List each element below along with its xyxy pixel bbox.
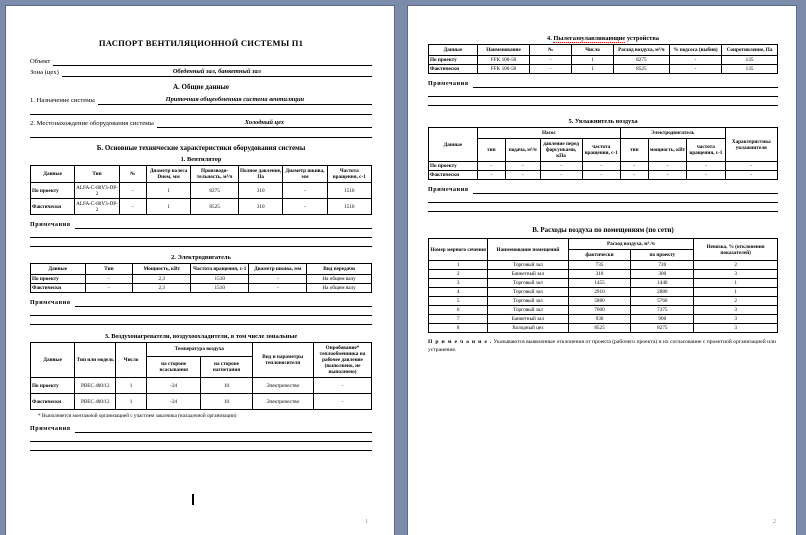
humidifier-heading: 5. Увлажнитель воздуха xyxy=(568,118,638,125)
motor-notes-rule-2[interactable] xyxy=(30,307,372,316)
dust-th-2: № xyxy=(530,45,572,56)
fan-row0-c3[interactable]: 8275 xyxy=(191,183,239,199)
fan-row1-c3[interactable]: 8525 xyxy=(191,199,239,215)
notes-rule[interactable] xyxy=(473,185,778,194)
dust-row0-c1[interactable]: - xyxy=(530,56,572,65)
hum-th-pump-3: частота вращения, с-1 xyxy=(582,139,620,162)
hum-th-char: Характеристика увлажнителя xyxy=(725,128,777,162)
hum-row1-c7[interactable]: - xyxy=(725,171,777,180)
motor-row0-c4[interactable]: На общем валу xyxy=(307,275,372,284)
dust-heading xyxy=(428,35,778,42)
notes-rule[interactable] xyxy=(75,298,372,307)
heaters-row0-tout[interactable]: 10 xyxy=(201,378,252,394)
table-row[interactable] xyxy=(429,297,778,306)
humidifier-notes-rule-3[interactable] xyxy=(428,203,778,212)
table-row[interactable] xyxy=(429,261,778,270)
purpose-label: 1. Назначение системы xyxy=(30,97,95,104)
airflow-th-room: Наименование помещений xyxy=(488,239,568,261)
airflow-r3-room[interactable]: Торговый зал xyxy=(488,288,568,297)
heaters-th-type: Тип или модель xyxy=(75,343,116,378)
airflow-r1-actual[interactable]: 310 xyxy=(568,270,631,279)
dust-row0-c4[interactable]: - xyxy=(669,56,721,65)
dust-row1-c5[interactable]: 135 xyxy=(722,65,778,74)
purpose-field-row xyxy=(30,95,372,105)
heaters-table xyxy=(30,342,372,410)
fan-th-0: Данные xyxy=(31,166,75,183)
purpose-value[interactable]: Приточная общеобменная система вентиляции xyxy=(98,95,372,105)
hum-th-motor-group: Электродвигатель xyxy=(620,128,725,139)
location-field-row xyxy=(30,118,372,128)
fan-heading: 1. Вентилятор xyxy=(180,156,222,163)
fan-row0-c2[interactable]: 1 xyxy=(146,183,190,199)
dust-row0-label: По проекту xyxy=(429,56,478,65)
dust-th-3: Число xyxy=(572,45,614,56)
motor-row0-c1[interactable]: 2,3 xyxy=(133,275,191,284)
heaters-row1-count[interactable]: 1 xyxy=(116,394,147,410)
table-row[interactable] xyxy=(429,56,778,65)
fan-th-7: Частота вращения, с-1 xyxy=(327,166,371,183)
hum-row1-c4[interactable]: - xyxy=(620,171,648,180)
airflow-r1-dev[interactable]: 3 xyxy=(694,270,778,279)
dust-table xyxy=(428,44,778,74)
airflow-th-deviation: Невязка, % (отклонения показателей) xyxy=(694,239,778,261)
airflow-note-label: П р и м е ч а н и е . xyxy=(428,339,493,345)
airflow-r3-no[interactable]: 4 xyxy=(429,288,488,297)
table-row[interactable] xyxy=(429,306,778,315)
airflow-th-design: по проекту xyxy=(631,250,694,261)
dust-heading-prefix: 4. xyxy=(547,35,554,42)
table-row[interactable] xyxy=(429,270,778,279)
dust-notes-rule-3[interactable] xyxy=(428,97,778,106)
motor-th-0: Данные xyxy=(31,264,86,275)
table-row[interactable] xyxy=(31,284,372,293)
hum-row0-c6[interactable]: - xyxy=(687,162,725,171)
dust-th-0: Данные xyxy=(429,45,478,56)
fan-row0-c5[interactable]: - xyxy=(283,183,327,199)
dust-row0-c2[interactable]: 1 xyxy=(572,56,614,65)
heaters-row0-carrier[interactable]: Электричество xyxy=(252,378,313,394)
hum-row1-label: Фактически xyxy=(429,171,478,180)
section-b-title: Б. Основные технические характеристики оборудования системы xyxy=(96,144,306,152)
hum-th-motor-1: мощность, кВт xyxy=(648,139,686,162)
section-a-title: А. Общие данные xyxy=(173,83,229,91)
fan-th-5: Полное давление, Па xyxy=(238,166,282,183)
airflow-r2-design[interactable]: 1440 xyxy=(631,279,694,288)
fan-row1-c4[interactable]: 310 xyxy=(238,199,282,215)
airflow-note-text: Указываются выявленные отклонения от проекта (рабочего проекта) и их согласование с проектной организацией или устранение. xyxy=(428,339,776,353)
airflow-r5-dev[interactable]: 3 xyxy=(694,306,778,315)
heaters-heading: 3. Воздухонагреватели, воздухоохладители, в том числе зональные xyxy=(104,333,298,340)
heaters-th-data: Данные xyxy=(31,343,75,378)
hum-row0-c2[interactable]: - xyxy=(540,162,582,171)
motor-row1-c2[interactable]: 1510 xyxy=(191,284,249,293)
airflow-r5-no[interactable]: 6 xyxy=(429,306,488,315)
airflow-r3-design[interactable]: 2880 xyxy=(631,288,694,297)
location-value[interactable]: Холодный цех xyxy=(157,118,372,128)
airflow-r4-room[interactable]: Торговый зал xyxy=(488,297,568,306)
heaters-notes-rule-3[interactable] xyxy=(30,442,372,451)
motor-notes-rule-3[interactable] xyxy=(30,316,372,325)
hum-th-pump-1: подача, м³/ч xyxy=(505,139,540,162)
motor-th-2: Мощность, кВт xyxy=(133,264,191,275)
motor-row0-c3[interactable]: - xyxy=(249,275,307,284)
airflow-r0-no[interactable]: 1 xyxy=(429,261,488,270)
dust-row1-c2[interactable]: 1 xyxy=(572,65,614,74)
humidifier-header-row-1 xyxy=(429,128,778,139)
airflow-r5-design[interactable]: 7375 xyxy=(631,306,694,315)
table-row[interactable] xyxy=(31,183,372,199)
airflow-th-section: Номер мерного сечения xyxy=(429,239,488,261)
airflow-r7-design[interactable]: 8275 xyxy=(631,324,694,333)
table-row[interactable] xyxy=(429,279,778,288)
airflow-r2-actual[interactable]: 1455 xyxy=(568,279,631,288)
airflow-table xyxy=(428,238,778,333)
airflow-r4-dev[interactable]: 2 xyxy=(694,297,778,306)
dust-th-4: Расход воздуха, м³/ч xyxy=(613,45,669,56)
hum-row1-c2[interactable]: - xyxy=(540,171,582,180)
airflow-r1-room[interactable]: Банкетный зал xyxy=(488,270,568,279)
page-number-right: 2 xyxy=(773,519,776,525)
hum-row1-c0[interactable]: - xyxy=(477,171,505,180)
dust-row1-c3[interactable]: 8525 xyxy=(613,65,669,74)
airflow-r2-no[interactable]: 3 xyxy=(429,279,488,288)
dust-table-header-row xyxy=(429,45,778,56)
motor-row1-c3[interactable]: - xyxy=(249,284,307,293)
table-row[interactable] xyxy=(31,378,372,394)
heaters-footnote: * Выполняется монтажной организацией с участием заказчика (наладочной организации) xyxy=(38,413,237,419)
fan-row1-c5[interactable]: - xyxy=(283,199,327,215)
heaters-th-count: Число xyxy=(116,343,147,378)
table-row[interactable] xyxy=(429,324,778,333)
airflow-r0-room[interactable]: Торговый зал xyxy=(488,261,568,270)
airflow-header-row-1 xyxy=(429,239,778,250)
airflow-r6-dev[interactable]: 3 xyxy=(694,315,778,324)
hum-row1-c5[interactable]: - xyxy=(648,171,686,180)
hum-row0-c5[interactable]: - xyxy=(648,162,686,171)
heaters-row0-tin[interactable]: -24 xyxy=(146,378,201,394)
motor-row1-label: Фактически xyxy=(31,284,86,293)
fan-row1-c2[interactable]: 1 xyxy=(146,199,190,215)
table-row[interactable] xyxy=(429,171,778,180)
notes-label: Примечания xyxy=(30,222,71,228)
airflow-th-actual: фактически xyxy=(568,250,631,261)
airflow-r4-design[interactable]: 5760 xyxy=(631,297,694,306)
hum-row0-c1[interactable]: - xyxy=(505,162,540,171)
table-row[interactable] xyxy=(429,315,778,324)
airflow-r1-no[interactable]: 2 xyxy=(429,270,488,279)
airflow-r3-actual[interactable]: 2910 xyxy=(568,288,631,297)
fan-row1-c6[interactable]: 1510 xyxy=(327,199,371,215)
motor-th-3: Частота вращения, с-1 xyxy=(191,264,249,275)
airflow-r7-no[interactable]: 8 xyxy=(429,324,488,333)
hum-row0-label: По проекту xyxy=(429,162,478,171)
airflow-r6-actual[interactable]: 930 xyxy=(568,315,631,324)
fan-row0-c6[interactable]: 1510 xyxy=(327,183,371,199)
airflow-note xyxy=(428,338,778,354)
airflow-r7-dev[interactable]: 3 xyxy=(694,324,778,333)
motor-table-header-row xyxy=(31,264,372,275)
motor-th-5: Вид передачи xyxy=(307,264,372,275)
dust-row1-label: Фактически xyxy=(429,65,478,74)
fan-row0-label: По проекту xyxy=(31,183,75,199)
document-page-2[interactable] xyxy=(408,6,796,535)
fan-th-1: Тип xyxy=(75,166,119,183)
airflow-r5-actual[interactable]: 7600 xyxy=(568,306,631,315)
heaters-notes xyxy=(30,424,372,433)
fan-notes-rule-2[interactable] xyxy=(30,229,372,238)
table-row[interactable] xyxy=(31,394,372,410)
purpose-continuation-rule xyxy=(30,106,372,115)
motor-th-4: Диаметр шкива, мм xyxy=(249,264,307,275)
hum-row0-c7[interactable]: - xyxy=(725,162,777,171)
fan-row0-c0[interactable]: ALFA-C-80V3-DP-2 xyxy=(76,184,118,197)
table-row[interactable] xyxy=(429,65,778,74)
airflow-r2-room[interactable]: Торговый зал xyxy=(488,279,568,288)
table-row[interactable] xyxy=(429,162,778,171)
motor-row0-c2[interactable]: 1510 xyxy=(191,275,249,284)
heaters-row0-type[interactable]: РВЕС 400/12 xyxy=(75,378,116,394)
fan-table-header-row xyxy=(31,166,372,183)
document-page-1[interactable] xyxy=(6,6,394,535)
fan-th-2: № xyxy=(119,166,146,183)
fan-row0-c1[interactable]: - xyxy=(119,183,146,199)
motor-notes xyxy=(30,298,372,307)
heaters-th-carrier: Вид и параметры теплоносителя xyxy=(252,343,313,378)
heaters-th-temp-out: на стороне нагнетания xyxy=(201,356,252,377)
text-cursor xyxy=(192,494,194,505)
fan-row0-c4[interactable]: 310 xyxy=(238,183,282,199)
airflow-r4-actual[interactable]: 5880 xyxy=(568,297,631,306)
fan-row1-c0[interactable]: ALFA-C-80V3-DP-2 xyxy=(76,200,118,213)
dust-heading-misspelled-word: Пылегазоулавливающие xyxy=(553,35,626,42)
page-title: ПАСПОРТ ВЕНТИЛЯЦИОННОЙ СИСТЕМЫ П1 xyxy=(98,38,304,48)
zone-value[interactable]: Обеденный зал, банкетный зал xyxy=(62,67,372,77)
motor-row0-label: По проекту xyxy=(31,275,86,284)
notes-rule[interactable] xyxy=(75,220,372,229)
airflow-r6-room[interactable]: Банкетный зал xyxy=(488,315,568,324)
fan-table xyxy=(30,165,372,215)
hum-row0-c4[interactable]: - xyxy=(620,162,648,171)
zone-field-row xyxy=(30,67,372,77)
dust-heading-suffix: устройства xyxy=(625,35,659,42)
heaters-row0-count[interactable]: 1 xyxy=(116,378,147,394)
heaters-row1-label: Фактически xyxy=(31,394,75,410)
hum-th-data: Данные xyxy=(429,128,478,162)
airflow-r5-room[interactable]: Торговый зал xyxy=(488,306,568,315)
fan-notes-rule-3[interactable] xyxy=(30,238,372,247)
humidifier-table xyxy=(428,127,778,180)
notes-rule[interactable] xyxy=(473,79,778,88)
notes-rule[interactable] xyxy=(75,424,372,433)
airflow-r0-design[interactable]: 720 xyxy=(631,261,694,270)
dust-notes xyxy=(428,79,778,88)
heaters-th-test: Опробование* теплообменника на рабочее давление (выполнено, не выполнено) xyxy=(313,343,371,378)
location-label: 2. Местонахождение оборудования системы xyxy=(30,120,154,127)
dust-row1-c1[interactable]: - xyxy=(530,65,572,74)
hum-row1-c1[interactable]: - xyxy=(505,171,540,180)
fan-notes xyxy=(30,220,372,229)
airflow-r7-actual[interactable]: 8525 xyxy=(568,324,631,333)
dust-row0-c3[interactable]: 8275 xyxy=(613,56,669,65)
heaters-row0-label: По проекту xyxy=(31,378,75,394)
object-field-row xyxy=(30,56,372,66)
hum-th-motor-2: частота вращения, с-1 xyxy=(687,139,725,162)
motor-row1-c1[interactable]: 2,3 xyxy=(133,284,191,293)
heaters-header-row-1 xyxy=(31,343,372,357)
heaters-row1-test[interactable]: - xyxy=(313,394,371,410)
fan-th-3: Диаметр колеса Dном, мм xyxy=(146,166,190,183)
location-continuation-rule xyxy=(30,129,372,138)
notes-label: Примечания xyxy=(30,426,71,432)
notes-label: Примечания xyxy=(428,187,469,193)
dust-th-1: Наименование xyxy=(477,45,529,56)
airflow-r0-actual[interactable]: 735 xyxy=(568,261,631,270)
humidifier-notes xyxy=(428,185,778,194)
fan-row1-label: Фактически xyxy=(31,199,75,215)
hum-row1-c3[interactable]: - xyxy=(582,171,620,180)
heaters-row0-test[interactable]: - xyxy=(313,378,371,394)
motor-row1-c0[interactable]: - xyxy=(85,284,133,293)
fan-row1-c1[interactable]: - xyxy=(119,199,146,215)
table-row[interactable] xyxy=(429,288,778,297)
airflow-r1-design[interactable]: 300 xyxy=(631,270,694,279)
fan-th-4: Производи-тельность, м³/ч xyxy=(191,166,239,183)
motor-table xyxy=(30,263,372,293)
object-label: Объект xyxy=(30,58,51,65)
motor-row0-c0[interactable]: - xyxy=(85,275,133,284)
zone-label: Зона (цех) xyxy=(30,69,59,76)
heaters-row1-tin[interactable]: -24 xyxy=(146,394,201,410)
dust-notes-rule-2[interactable] xyxy=(428,88,778,97)
hum-th-pump-2: давление перед форсунками, кПа xyxy=(540,139,582,162)
motor-heading: 2. Электродвигатель xyxy=(171,254,231,261)
heaters-row1-carrier[interactable]: Электричество xyxy=(252,394,313,410)
motor-row1-c4[interactable]: На общем валу xyxy=(307,284,372,293)
table-row[interactable] xyxy=(31,199,372,215)
dust-th-6: Сопротивление, Па xyxy=(722,45,778,56)
humidifier-notes-rule-2[interactable] xyxy=(428,194,778,203)
hum-row0-c0[interactable]: - xyxy=(477,162,505,171)
fan-th-6: Диаметр шкива, мм xyxy=(283,166,327,183)
airflow-r2-dev[interactable]: 1 xyxy=(694,279,778,288)
dust-row1-c0[interactable]: FFK 100-50 xyxy=(477,65,529,74)
airflow-r3-dev[interactable]: 1 xyxy=(694,288,778,297)
heaters-th-temp-group: Температура воздуха xyxy=(146,343,252,357)
motor-th-1: Тип xyxy=(85,264,133,275)
hum-th-pump-0: тип xyxy=(477,139,505,162)
hum-row1-c6[interactable]: - xyxy=(687,171,725,180)
heaters-row1-tout[interactable]: 10 xyxy=(201,394,252,410)
page-number-left: 1 xyxy=(365,519,368,525)
airflow-r0-dev[interactable]: 2 xyxy=(694,261,778,270)
airflow-th-flow-group: Расход воздуха, м³ /ч xyxy=(568,239,694,250)
notes-label: Примечания xyxy=(30,300,71,306)
airflow-r7-room[interactable]: Холодный цех xyxy=(488,324,568,333)
heaters-notes-rule-2[interactable] xyxy=(30,433,372,442)
hum-row0-c3[interactable]: - xyxy=(582,162,620,171)
hum-th-motor-0: тип xyxy=(620,139,648,162)
hum-th-pump-group: Насос xyxy=(477,128,620,139)
dust-row1-c4[interactable]: - xyxy=(669,65,721,74)
airflow-r4-no[interactable]: 5 xyxy=(429,297,488,306)
heaters-row1-type[interactable]: РВЕС 400/12 xyxy=(75,394,116,410)
airflow-heading: В. Расходы воздуха по помещениям (по сети) xyxy=(532,226,674,234)
dust-th-5: % подсоса (выбив) xyxy=(669,45,721,56)
notes-label: Примечания xyxy=(428,81,469,87)
dust-row0-c5[interactable]: 135 xyxy=(722,56,778,65)
dust-row0-c0[interactable]: FFK 100-50 xyxy=(477,56,529,65)
object-value[interactable] xyxy=(53,56,372,66)
heaters-th-temp-in: на стороне всасывания xyxy=(146,356,201,377)
airflow-r6-no[interactable]: 7 xyxy=(429,315,488,324)
table-row[interactable] xyxy=(31,275,372,284)
airflow-r6-design[interactable]: 900 xyxy=(631,315,694,324)
